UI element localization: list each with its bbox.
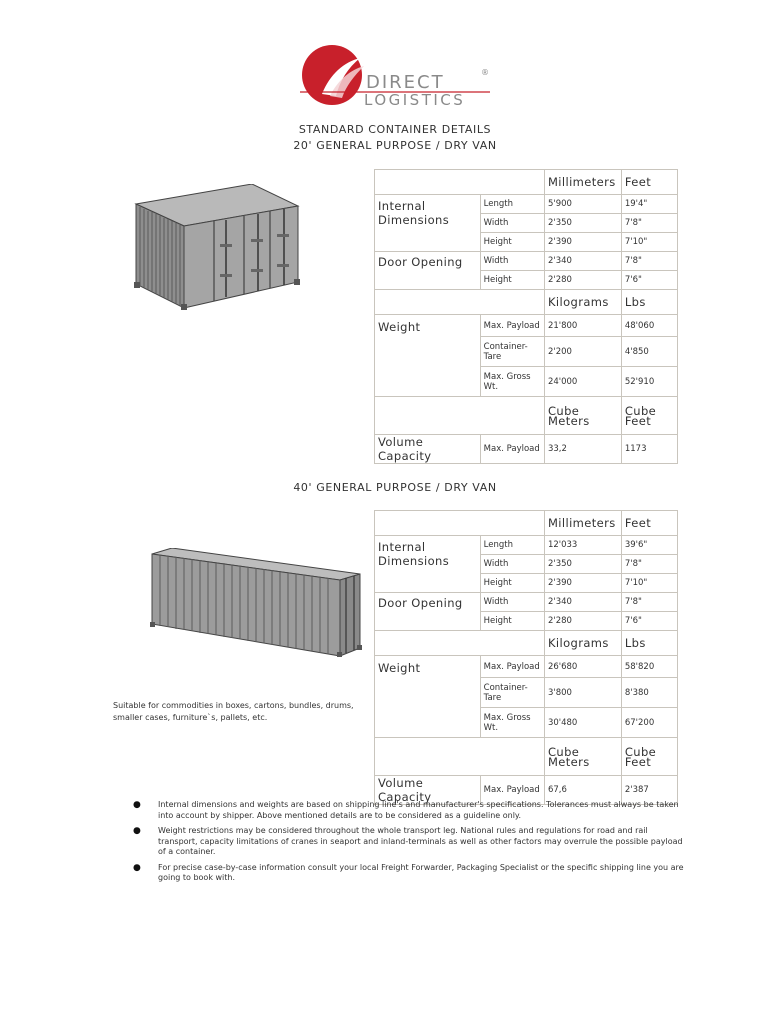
spec-table-40ft <box>374 510 678 805</box>
value-mm: 12'033 <box>544 536 621 555</box>
value-mm: 2'340 <box>544 252 621 271</box>
value-mm: 2'390 <box>544 574 621 593</box>
section-title-20ft: 20' GENERAL PURPOSE / DRY VAN <box>293 139 497 152</box>
document-title: STANDARD CONTAINER DETAILS <box>298 123 492 136</box>
row-label: Max. Gross Wt. <box>480 708 544 738</box>
column-header-feet: Feet <box>621 170 677 195</box>
column-header-feet: Feet <box>621 511 677 536</box>
value-kg: 26'680 <box>544 656 621 678</box>
value-mm: 2'350 <box>544 555 621 574</box>
list-item <box>130 800 685 821</box>
value-ft: 7'8" <box>621 593 677 612</box>
suitability-note: Suitable for commodities in boxes, cartons, bundles, drums, smaller cases, furniture`s, pallets, etc. <box>113 701 354 722</box>
logo-line2: LOGISTICS <box>364 91 466 109</box>
header-row-dimensions <box>375 511 678 536</box>
value-mm: 2'340 <box>544 593 621 612</box>
value-lbs: 48'060 <box>621 315 677 337</box>
note-text: For precise case-by-case information consult your local Freight Forwarder, Packaging Specialist or the specific shipping line you are going to book with. <box>158 862 684 882</box>
list-item <box>130 863 685 884</box>
empty-cell <box>375 738 545 776</box>
header-row-weight <box>375 631 678 656</box>
direct-logistics-logo <box>300 44 500 110</box>
category-weight: Weight <box>375 656 481 738</box>
column-header-kilograms: Kilograms <box>544 290 621 315</box>
row-label: Width <box>480 252 544 271</box>
column-header-kilograms: Kilograms <box>544 631 621 656</box>
empty-cell <box>375 170 545 195</box>
header-row-volume <box>375 397 678 435</box>
category-door-opening: Door Opening <box>375 252 481 290</box>
value-ft: 7'10" <box>621 574 677 593</box>
category-internal-dimensions: Internal Dimensions <box>375 195 481 252</box>
value-lbs: 4'850 <box>621 337 677 367</box>
notes-list <box>130 800 685 889</box>
row-label: Height <box>480 233 544 252</box>
value-kg: 24'000 <box>544 367 621 397</box>
note-text: Weight restrictions may be considered throughout the whole transport leg. National rules and regulations for road and rail transport, capacity limitations of cranes in seaport and inland-terminals as well as other factors may overrule the possible payload of a container. <box>158 826 683 856</box>
row-label: Height <box>480 574 544 593</box>
row-label: Container-Tare <box>480 337 544 367</box>
header-row-weight <box>375 290 678 315</box>
table-row <box>375 195 678 214</box>
table-row <box>375 593 678 612</box>
value-kg: 2'200 <box>544 337 621 367</box>
row-label: Width <box>480 555 544 574</box>
empty-cell <box>375 290 545 315</box>
value-mm: 2'280 <box>544 612 621 631</box>
column-header-lbs: Lbs <box>621 290 677 315</box>
value-lbs: 58'820 <box>621 656 677 678</box>
column-header-cube-feet: Cube Feet <box>621 738 677 776</box>
table-row <box>375 656 678 678</box>
row-label: Height <box>480 612 544 631</box>
value-ft: 7'8" <box>621 555 677 574</box>
row-label: Length <box>480 536 544 555</box>
value-ft: 7'6" <box>621 612 677 631</box>
note-text: Internal dimensions and weights are based on shipping line's and manufacturer's specifications. Tolerances must always be taken into account by shipper. Above mentioned details are to be considered as a guideline only. <box>158 800 679 820</box>
value-lbs: 52'910 <box>621 367 677 397</box>
row-label: Container-Tare <box>480 678 544 708</box>
empty-cell <box>375 397 545 435</box>
header-row-dimensions <box>375 170 678 195</box>
bullet-icon: ● <box>133 800 141 810</box>
registered-mark: ® <box>481 68 489 77</box>
value-ft: 7'8" <box>621 252 677 271</box>
value-kg: 30'480 <box>544 708 621 738</box>
value-cbf: 1173 <box>621 435 677 464</box>
list-item <box>130 826 685 858</box>
value-ft: 7'8" <box>621 214 677 233</box>
logo-line1: DIRECT <box>366 72 445 93</box>
row-label: Max. Payload <box>480 776 544 805</box>
column-header-cube-meters: Cube Meters <box>544 397 621 435</box>
value-cbm: 33,2 <box>544 435 621 464</box>
row-label: Height <box>480 271 544 290</box>
bullet-icon: ● <box>133 862 141 873</box>
value-mm: 2'350 <box>544 214 621 233</box>
table-row <box>375 536 678 555</box>
table-row <box>375 252 678 271</box>
value-kg: 21'800 <box>544 315 621 337</box>
value-mm: 2'390 <box>544 233 621 252</box>
row-label: Max. Payload <box>480 656 544 678</box>
row-label: Length <box>480 195 544 214</box>
value-lbs: 67'200 <box>621 708 677 738</box>
row-label: Max. Payload <box>480 435 544 464</box>
spec-table-20ft <box>374 169 678 464</box>
bullet-icon: ● <box>133 826 141 836</box>
column-header-lbs: Lbs <box>621 631 677 656</box>
container-40ft-illustration <box>150 548 362 662</box>
container-20ft-illustration <box>134 184 304 314</box>
column-header-millimeters: Millimeters <box>544 170 621 195</box>
value-ft: 7'6" <box>621 271 677 290</box>
value-ft: 19'4" <box>621 195 677 214</box>
category-volume-capacity: Volume Capacity <box>375 776 481 805</box>
value-cbm: 67,6 <box>544 776 621 805</box>
row-label: Max. Payload <box>480 315 544 337</box>
category-internal-dimensions: Internal Dimensions <box>375 536 481 593</box>
value-ft: 7'10" <box>621 233 677 252</box>
value-cbf: 2'387 <box>621 776 677 805</box>
value-mm: 5'900 <box>544 195 621 214</box>
column-header-cube-meters: Cube Meters <box>544 738 621 776</box>
category-weight: Weight <box>375 315 481 397</box>
row-label: Max. Gross Wt. <box>480 367 544 397</box>
table-row <box>375 435 678 464</box>
empty-cell <box>375 511 545 536</box>
column-header-cube-feet: Cube Feet <box>621 397 677 435</box>
value-lbs: 8'380 <box>621 678 677 708</box>
category-door-opening: Door Opening <box>375 593 481 631</box>
row-label: Width <box>480 593 544 612</box>
value-ft: 39'6" <box>621 536 677 555</box>
header-row-volume <box>375 738 678 776</box>
value-mm: 2'280 <box>544 271 621 290</box>
column-header-millimeters: Millimeters <box>544 511 621 536</box>
row-label: Width <box>480 214 544 233</box>
table-row <box>375 315 678 337</box>
empty-cell <box>375 631 545 656</box>
category-volume-capacity: Volume Capacity <box>375 435 481 464</box>
section-title-40ft: 40' GENERAL PURPOSE / DRY VAN <box>293 481 497 494</box>
value-kg: 3'800 <box>544 678 621 708</box>
